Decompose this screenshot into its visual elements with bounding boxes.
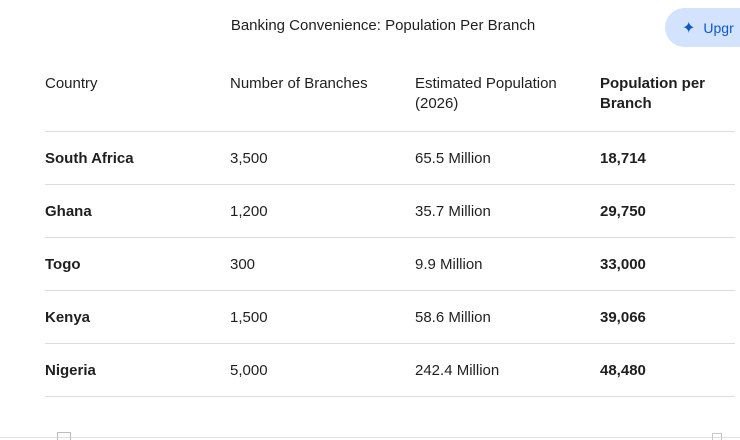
- cell-branches: 1,500: [230, 291, 415, 344]
- table-row: [45, 238, 735, 291]
- data-table: [45, 60, 735, 397]
- copy-icon[interactable]: [712, 433, 722, 440]
- column-header-country: Country: [45, 60, 230, 132]
- table-title: Banking Convenience: Population Per Branch: [230, 17, 536, 34]
- sheets-export-icon[interactable]: [57, 432, 71, 440]
- table-row: [45, 344, 735, 397]
- cell-per-branch: 33,000: [600, 238, 735, 291]
- cell-population: 65.5 Million: [415, 132, 600, 185]
- table-row: [45, 185, 735, 238]
- cell-per-branch: 39,066: [600, 291, 735, 344]
- cell-country: Kenya: [45, 291, 230, 344]
- column-header-population: Estimated Population (2026): [415, 60, 600, 132]
- cell-per-branch: 18,714: [600, 132, 735, 185]
- cell-per-branch: 48,480: [600, 344, 735, 397]
- cell-country: Togo: [45, 238, 230, 291]
- cell-branches: 1,200: [230, 185, 415, 238]
- table-row: [45, 132, 735, 185]
- cell-population: 58.6 Million: [415, 291, 600, 344]
- cell-population: 242.4 Million: [415, 344, 600, 397]
- cell-country: Nigeria: [45, 344, 230, 397]
- cell-branches: 3,500: [230, 132, 415, 185]
- upgrade-button[interactable]: [665, 8, 740, 47]
- cell-branches: 5,000: [230, 344, 415, 397]
- cell-population: 35.7 Million: [415, 185, 600, 238]
- footer-divider: [0, 437, 740, 438]
- sparkle-icon: ✦: [682, 19, 696, 37]
- table-row: [45, 291, 735, 344]
- cell-country: Ghana: [45, 185, 230, 238]
- cell-branches: 300: [230, 238, 415, 291]
- column-header-per-branch: Population per Branch: [600, 60, 735, 132]
- column-header-branches: Number of Branches: [230, 60, 415, 132]
- upgrade-label: Upgr: [703, 19, 734, 36]
- cell-country: South Africa: [45, 132, 230, 185]
- table-header-row: [45, 60, 735, 132]
- cell-population: 9.9 Million: [415, 238, 600, 291]
- cell-per-branch: 29,750: [600, 185, 735, 238]
